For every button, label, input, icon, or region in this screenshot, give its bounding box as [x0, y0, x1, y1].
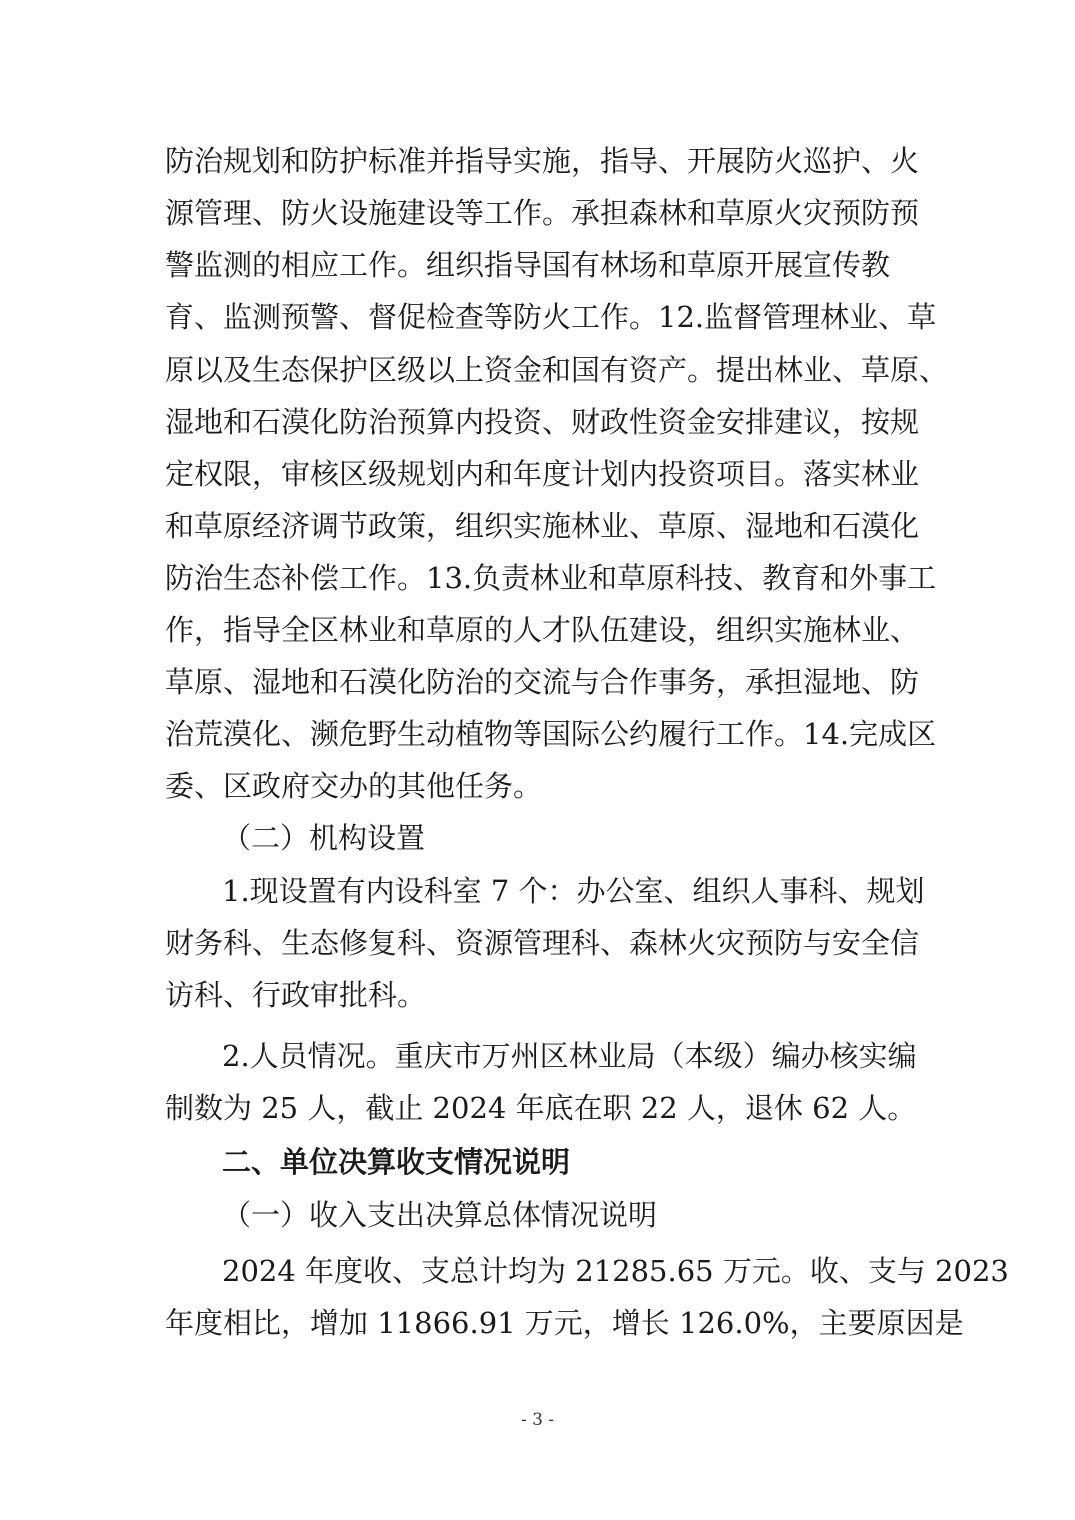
- paragraph-line: 治荒漠化、濒危野生动植物等国际公约履行工作。14.完成区: [165, 717, 937, 751]
- section-heading: 二、单位决算收支情况说明: [222, 1145, 571, 1179]
- paragraph-line: 访科、行政审批科。: [165, 978, 427, 1012]
- paragraph-line: 定权限，审核区级规划内和年度计划内投资项目。落实林业: [165, 457, 920, 491]
- paragraph-line: 湿地和石漠化防治预算内投资、财政性资金安排建议，按规: [165, 405, 920, 439]
- paragraph-line: 委、区政府交办的其他任务。: [165, 769, 543, 803]
- paragraph-line: 警监测的相应工作。组织指导国有林场和草原开展宣传教: [165, 248, 891, 282]
- paragraph-line: 防治规划和防护标准并指导实施，指导、开展防火巡护、火: [165, 144, 920, 178]
- paragraph-line: 2.人员情况。重庆市万州区林业局（本级）编办核实编: [222, 1039, 917, 1073]
- paragraph-line: 作，指导全区林业和草原的人才队伍建设，组织实施林业、: [165, 613, 920, 647]
- paragraph-line: 1.现设置有内设科室 7 个：办公室、组织人事科、规划: [222, 874, 925, 908]
- paragraph-line: 草原、湿地和石漠化防治的交流与合作事务，承担湿地、防: [165, 665, 920, 699]
- paragraph-line: 和草原经济调节政策，组织实施林业、草原、湿地和石漠化: [165, 509, 920, 543]
- paragraph-line: 育、监测预警、督促检查等防火工作。12.监督管理林业、草: [165, 300, 937, 334]
- paragraph-line: 源管理、防火设施建设等工作。承担森林和草原火灾预防预: [165, 196, 920, 230]
- paragraph-line: 年度相比，增加 11866.91 万元，增长 126.0%，主要原因是: [165, 1306, 964, 1340]
- paragraph-line: 制数为 25 人，截止 2024 年底在职 22 人，退休 62 人。: [165, 1091, 917, 1125]
- paragraph-line: 原以及生态保护区级以上资金和国有资产。提出林业、草原、: [165, 353, 949, 387]
- section-subheading: （一）收入支出决算总体情况说明: [222, 1198, 658, 1232]
- paragraph-line: 2024 年度收、支总计均为 21285.65 万元。收、支与 2023: [222, 1254, 1009, 1288]
- paragraph-line: 防治生态补偿工作。13.负责林业和草原科技、教育和外事工: [165, 561, 937, 595]
- paragraph-line: 财务科、生态修复科、资源管理科、森林火灾预防与安全信: [165, 926, 920, 960]
- section-subheading: （二）机构设置: [222, 821, 426, 855]
- page-number: - 3 -: [520, 1410, 555, 1430]
